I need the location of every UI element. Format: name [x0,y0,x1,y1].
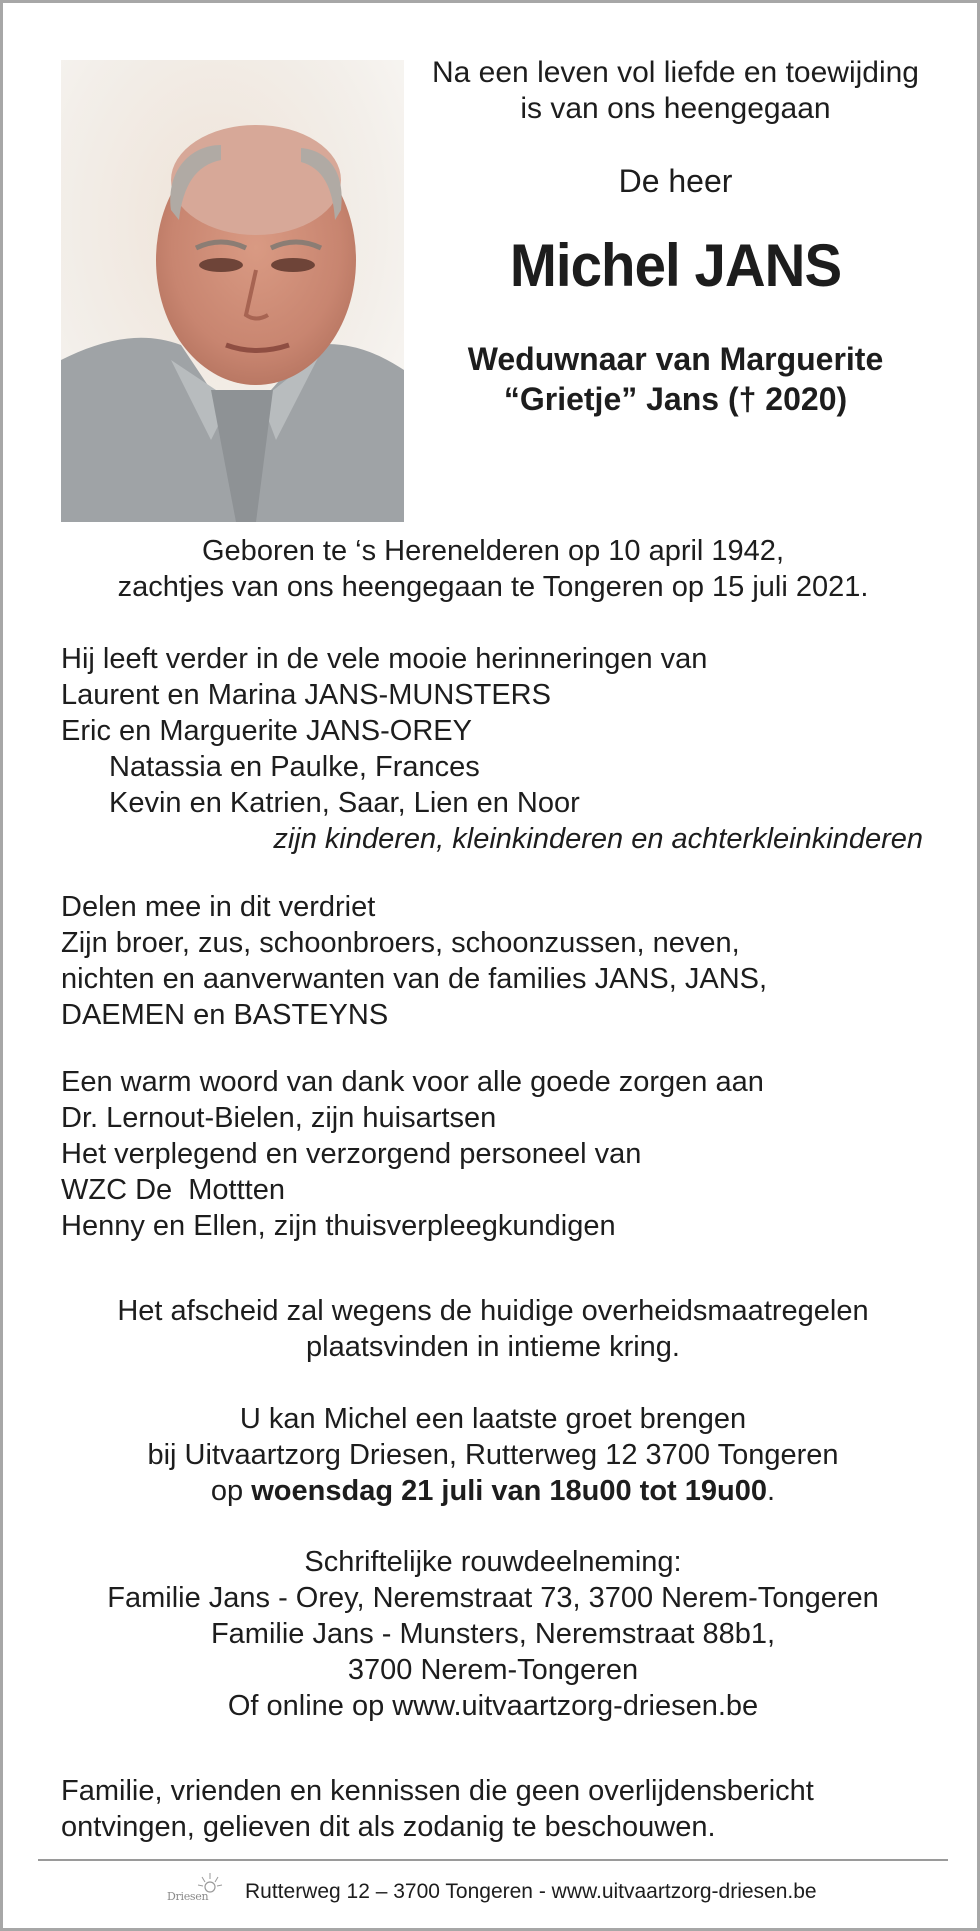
spouse-line: Weduwnaar van Marguerite [467,341,884,377]
condolence-heading: Schriftelijke rouwdeelneming: [304,1546,682,1578]
portrait-illustration [61,60,404,522]
share-line: nichten en aanverwanten van de families JANS, JANS, [61,963,768,995]
footer-address: Rutterweg 12 – 3700 Tongeren - www.uitvaartzorg-driesen.be [245,1880,817,1903]
death-line: zachtjes van ons heengegaan te Tongeren op 15 juli 2021. [117,571,869,603]
final-line: ontvingen, gelieven dit als zodanig te beschouwen. [61,1811,716,1843]
visit-line: U kan Michel een laatste groet brengen [239,1403,747,1435]
title-prefix: De heer [618,163,733,199]
visit-datetime-line [43,1473,943,1509]
condolence-address: Familie Jans - Orey, Neremstraat 73, 3700 Nerem-Tongeren [107,1582,879,1614]
survived-by-section [61,641,941,857]
family-line: Laurent en Marina JANS-MUNSTERS [61,679,551,711]
grandchildren-line: Kevin en Katrien, Saar, Lien en Noor [109,787,580,819]
condolence-online: Of online op www.uitvaartzorg-driesen.be [227,1690,759,1722]
footer-divider [38,1859,948,1861]
grandchildren-line: Natassia en Paulke, Frances [109,751,480,783]
relation-note: zijn kinderen, kleinkinderen en achterkleinkinderen [273,823,923,855]
survived-heading: Hij leeft verder in de vele mooie herinneringen van [61,643,708,675]
family-line: Eric en Marguerite JANS-OREY [61,715,472,747]
thanks-line: Het verplegend en verzorgend personeel van [61,1138,642,1170]
visit-prefix: op [210,1475,244,1507]
condolence-address: Familie Jans - Munsters, Neremstraat 88b1, [210,1618,776,1650]
spouse-text [403,339,948,419]
visit-line: bij Uitvaartzorg Driesen, Rutterweg 12 3700 Tongeren [147,1439,839,1471]
thanks-line: WZC De Mottten [61,1174,285,1206]
farewell-line: plaatsvinden in intieme kring. [306,1331,680,1363]
footer [163,1871,943,1913]
farewell-section [43,1293,943,1365]
visit-suffix: . [767,1475,776,1507]
condolence-address: 3700 Nerem-Tongeren [347,1654,639,1686]
share-line: Zijn broer, zus, schoonbroers, schoonzussen, neven, [61,927,740,959]
visit-datetime: woensdag 21 juli van 18u00 tot 19u00 [251,1475,767,1507]
birth-line: Geboren te ‘s Herenelderen op 10 april 1942, [202,535,784,567]
share-heading: Delen mee in dit verdriet [61,891,376,923]
share-line: DAEMEN en BASTEYNS [61,999,389,1031]
intro-line: Na een leven vol liefde en toewijding [432,56,919,89]
final-line: Familie, vrienden en kennissen die geen overlijdensbericht [61,1775,814,1807]
thanks-line: Een warm woord van dank voor alle goede zorgen aan [61,1066,764,1098]
condolence-section [43,1544,943,1724]
thanks-line: Dr. Lernout-Bielen, zijn huisartsen [61,1102,497,1134]
thanks-line: Henny en Ellen, zijn thuisverpleegkundigen [61,1210,616,1242]
final-note [61,1773,941,1845]
sharing-grief-section [61,889,941,1033]
deceased-name: Michel JANS [509,232,842,299]
logo-text: Driesen [167,1890,209,1903]
funeral-home-logo [163,1871,233,1913]
visit-section [43,1401,943,1509]
portrait-photo [61,60,404,522]
farewell-line: Het afscheid zal wegens de huidige overheidsmaatregelen [117,1295,869,1327]
thanks-section [61,1064,941,1244]
intro-line: is van ons heengegaan [520,92,831,125]
spouse-line: “Grietje” Jans († 2020) [503,381,848,417]
intro-text [403,55,948,127]
birth-death-info [43,533,943,605]
